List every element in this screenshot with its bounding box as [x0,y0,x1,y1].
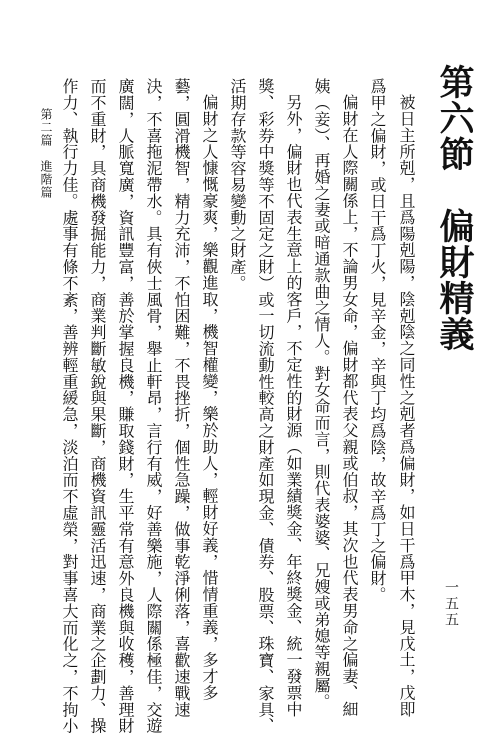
body-column: 藝，圓滑機智，精力充沛，不怕困難，不畏挫折，個性急躁，做事乾淨俐落，喜歡速戰速 [172,78,191,718]
body-column: 姨（妾）、再婚之妻或暗通款曲之情人。對女命而言，則代表婆婆、兄嫂或弟媳等親屬。 [312,78,331,710]
body-column: 作力、執行力佳。處事有條不紊，善辨輕重緩急，淡泊而不虛榮，對事喜大而化之，不拘小 [60,78,79,734]
chapter-title: 第六節 偏財精義 [434,64,475,352]
body-column: 另外，偏財也代表生意上的客戶，不定性的財源（如業績獎金、年終獎金、統一發票中 [284,94,303,718]
body-column: 而不重財，具商機發掘能力，商業判斷敏銳與果斷，商機資訊靈活迅速，商業之企劃力、操 [88,78,107,734]
running-header: 第二篇 進階篇 [39,108,53,199]
body-column: 被日主所剋，且爲陽剋陽，陰剋陰之同性之剋者爲偏財，如日干爲甲木，見戊土，戊即 [397,94,416,718]
page-number: 一五五 [443,580,459,628]
body-column: 獎、彩券中獎等不固定之財）或一切流動性較高之財產如現金、債券、股票、珠寶、家具、 [256,78,275,734]
body-column: 廣闊，人脈寬廣，資訊豐富，善於掌握良機，賺取錢財，生平常有意外良機與收穫，善理財 [116,78,135,734]
body-column: 活期存款等容易變動之財產。 [228,78,247,292]
body-column: 決，不喜拖泥帶水。具有俠士風骨，舉止軒昂，言行有威，好善樂施，人際關係極佳，交遊 [144,78,163,734]
body-column: 偏財之人慷慨豪爽，樂觀進取，機智權變，樂於助人，輕財好義，惜情重義，多才多 [200,94,219,701]
body-column: 偏財在人際關係上，不論男女命，偏財都代表父親或伯叔，其次也代表男命之偏妻、細 [340,94,359,718]
body-column: 爲甲之偏財，或日干爲丁火，見辛金，辛與丁均爲陰，故辛爲丁之偏財。 [368,78,387,603]
